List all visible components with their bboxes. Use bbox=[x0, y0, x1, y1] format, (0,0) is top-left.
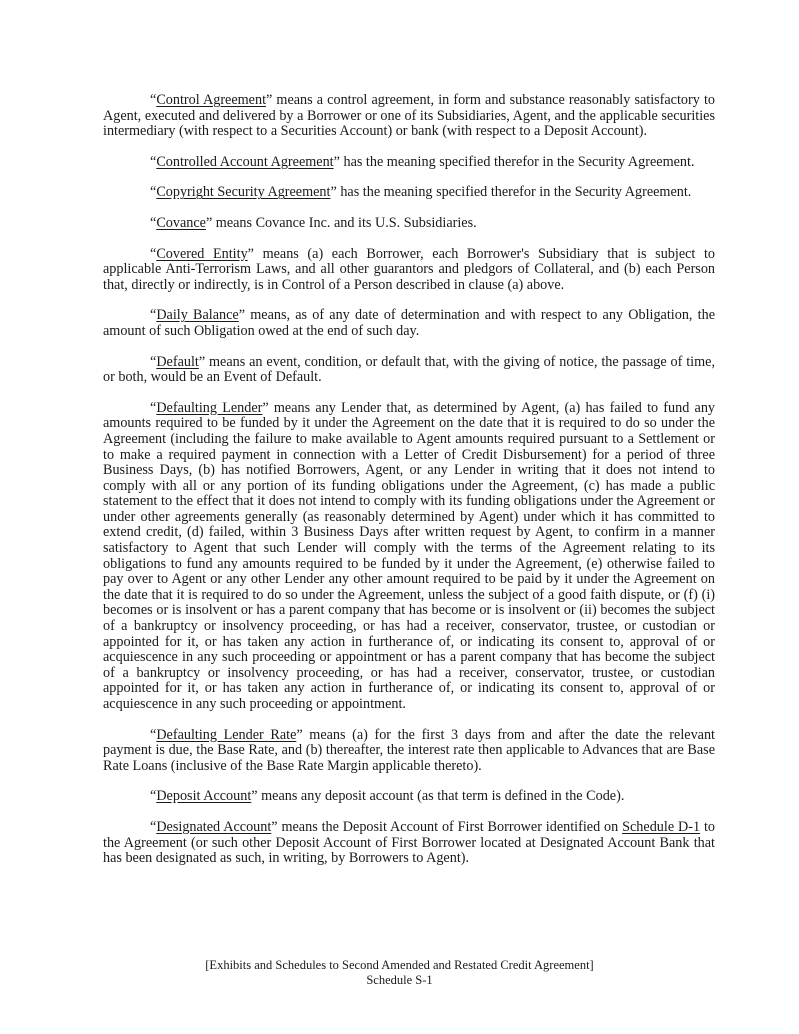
definition-defaulting-lender-rate bbox=[103, 728, 715, 775]
definition-defaulting-lender bbox=[103, 401, 715, 713]
open-quote: “ bbox=[150, 353, 157, 370]
definition-covance bbox=[103, 216, 715, 232]
definition-text: ” means any Lender that, as determined by Agent, (a) has failed to fund any amounts required to be funded by it under the Agreement on the date that it is required to do so under the Agreement (including the failure to make available to Agent amounts required pursuant to a Settlement or to make a required payment in connection with a Letter of Credit Disbursement) for a period of three Business Days, (b) has notified Borrowers, Agent, or any Lender in writing that it does not intend to comply with all or any portion of its funding obligations under the Agreement, (c) has made a public statement to the effect that it does not intend to comply with its funding obligations under the Agreement or under other agreements generally (as reasonably determined by Agent) under which it has committed to extend credit, (d) failed, within 3 Business Days after written request by Agent, to confirm in a manner satisfactory to Agent that such Lender will comply with the terms of the Agreement relating to its obligations to fund any amounts required to be funded by it under the Agreement, (e) otherwise failed to pay over to Agent or any other Lender any other amount required to be paid by it under the Agreement on the date that it is required to do so under the Agreement, unless the subject of a good faith dispute, or (f) (i) becomes or is insolvent or has a parent company that has become or is insolvent or (ii) becomes the subject of a bankruptcy or insolvency proceeding, or has had a receiver, conservator, trustee, or custodian or appointed for it, or has taken any action in furtherance of, or indicating its consent to, approval of or acquiescence in any such proceeding or appointment or has a parent company that has become the subject of a bankruptcy or insolvency proceeding, or has had a receiver, conservator, trustee, or custodian appointed for it, or has taken any action in furtherance of, or indicating its consent to, approval of or acquiescence in any such proceeding or appointment. bbox=[103, 399, 716, 712]
open-quote: “ bbox=[150, 788, 157, 805]
open-quote: “ bbox=[150, 399, 157, 416]
defined-term: Designated Account bbox=[156, 818, 272, 835]
definition-daily-balance bbox=[103, 308, 715, 339]
defined-term: Copyright Security Agreement bbox=[156, 184, 331, 201]
defined-term: Daily Balance bbox=[156, 307, 239, 324]
footer-document-title: [Exhibits and Schedules to Second Amended and Restated Credit Agreement] bbox=[205, 958, 594, 972]
definition-text: ” means the Deposit Account of First Borrower identified on bbox=[271, 818, 623, 835]
definition-controlled-account-agreement bbox=[103, 155, 715, 171]
defined-term: Deposit Account bbox=[156, 788, 252, 805]
document-page bbox=[103, 93, 715, 882]
definition-text: ” means a control agreement, in form and substance reasonably satisfactory to Agent, executed and delivered by a Borrower or one of its Subsidiaries, Agent, and the applicable securities intermediary (with respect to a Securities Account) or bank (with respect to a Deposit Account). bbox=[103, 92, 715, 140]
open-quote: “ bbox=[150, 92, 157, 108]
definition-covered-entity bbox=[103, 247, 715, 294]
defined-term: Control Agreement bbox=[156, 92, 267, 108]
definition-text-continued: to the Agreement (or such other Deposit Account of First Borrower located at Designated Account Bank that has been designated as such, in writing, by Borrowers to Agent). bbox=[103, 818, 715, 867]
definition-text: ” means Covance Inc. and its U.S. Subsidiaries. bbox=[205, 214, 477, 231]
definition-text: ” means (a) each Borrower, each Borrower's Subsidiary that is subject to applicable Anti-Terrorism Laws, and all other guarantors and pledgors of Collateral, and (b) each Person that, directly or indirectly, is in Control of a Person described in clause (a) above. bbox=[103, 245, 716, 293]
schedule-reference: Schedule D-1 bbox=[622, 818, 701, 835]
footer-schedule-label: Schedule S-1 bbox=[366, 973, 433, 987]
definition-control-agreement bbox=[103, 93, 715, 140]
defined-term: Defaulting Lender bbox=[156, 399, 263, 416]
defined-term: Defaulting Lender Rate bbox=[156, 726, 297, 743]
defined-term: Default bbox=[156, 353, 199, 370]
definition-text: ” means, as of any date of determination and with respect to any Obligation, the amount of such Obligation owed at the end of such day. bbox=[103, 307, 715, 339]
open-quote: “ bbox=[150, 245, 157, 262]
defined-term: Controlled Account Agreement bbox=[156, 153, 334, 170]
definition-text: ” has the meaning specified therefor in the Security Agreement. bbox=[330, 184, 692, 201]
open-quote: “ bbox=[150, 153, 157, 170]
definition-text: ” means an event, condition, or default that, with the giving of notice, the passage of time, or both, would be an Event of Default. bbox=[103, 353, 715, 386]
definition-text: ” means any deposit account (as that term is defined in the Code). bbox=[251, 788, 625, 805]
defined-term: Covered Entity bbox=[156, 245, 248, 262]
definition-text: ” has the meaning specified therefor in the Security Agreement. bbox=[333, 153, 695, 170]
open-quote: “ bbox=[150, 184, 157, 201]
open-quote: “ bbox=[150, 818, 157, 835]
open-quote: “ bbox=[150, 726, 157, 743]
definition-designated-account bbox=[103, 820, 715, 867]
definition-default bbox=[103, 355, 715, 386]
open-quote: “ bbox=[150, 307, 157, 324]
definition-deposit-account bbox=[103, 789, 715, 805]
open-quote: “ bbox=[150, 214, 157, 231]
definition-text: ” means (a) for the first 3 days from and after the date the relevant payment is due, the Base Rate, and (b) thereafter, the interest rate then applicable to Advances that are Base Rate Loans (inclusive of the Base Rate Margin applicable thereto). bbox=[103, 726, 715, 774]
defined-term: Covance bbox=[156, 214, 206, 231]
definition-copyright-security-agreement bbox=[103, 185, 715, 201]
page-footer bbox=[0, 958, 799, 988]
